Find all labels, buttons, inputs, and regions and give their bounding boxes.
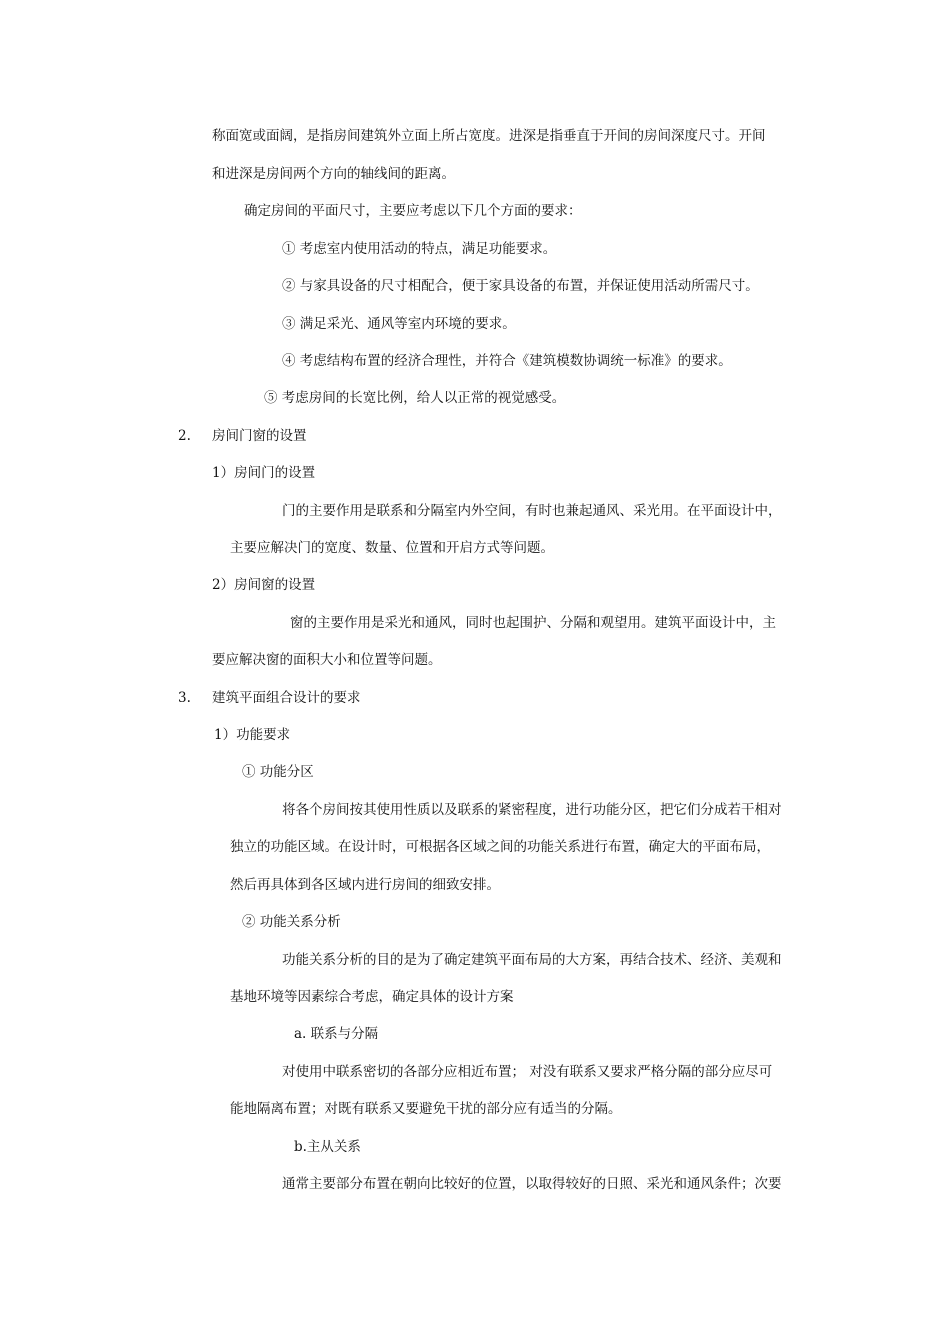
list-item: a. 联系与分隔 xyxy=(294,1026,379,1042)
list-item: ⑤ 考虑房间的长宽比例，给人以正常的视觉感受。 xyxy=(264,390,566,406)
paragraph-line: 称面宽或面阔，是指房间建筑外立面上所占宽度。进深是指垂直于开间的房间深度尺寸。开间 xyxy=(212,128,766,144)
subsection-heading: 2）房间窗的设置 xyxy=(212,577,316,593)
list-item: ② 与家具设备的尺寸相配合，便于家具设备的布置，并保证使用活动所需尺寸。 xyxy=(282,278,759,294)
paragraph-line: 能地隔离布置；对既有联系又要避免干扰的部分应有适当的分隔。 xyxy=(230,1101,622,1117)
section-title: 建筑平面组合设计的要求 xyxy=(212,690,361,706)
paragraph-line: 将各个房间按其使用性质以及联系的紧密程度，进行功能分区，把它们分成若干相对 xyxy=(282,802,782,818)
list-item: ③ 满足采光、通风等室内环境的要求。 xyxy=(282,316,516,332)
list-item: ① 考虑室内使用活动的特点，满足功能要求。 xyxy=(282,241,557,257)
paragraph-line: 对使用中联系密切的各部分应相近布置； 对没有联系又要求严格分隔的部分应尽可 xyxy=(282,1064,773,1080)
list-item: b.主从关系 xyxy=(294,1139,361,1155)
section-number: 2. xyxy=(178,428,191,444)
paragraph-line: 通常主要部分布置在朝向比较好的位置，以取得较好的日照、采光和通风条件；次要 xyxy=(282,1176,782,1192)
paragraph-line: 功能关系分析的目的是为了确定建筑平面布局的大方案，再结合技术、经济、美观和 xyxy=(282,952,782,968)
list-item: ④ 考虑结构布置的经济合理性，并符合《建筑模数协调统一标准》的要求。 xyxy=(282,353,732,369)
paragraph-line: 确定房间的平面尺寸，主要应考虑以下几个方面的要求： xyxy=(244,203,582,219)
section-title: 房间门窗的设置 xyxy=(212,428,307,444)
paragraph-line: 独立的功能区域。在设计时，可根据各区域之间的功能关系进行布置，确定大的平面布局， xyxy=(230,839,770,855)
paragraph-line: 和进深是房间两个方向的轴线间的距离。 xyxy=(212,166,455,182)
list-item: ① 功能分区 xyxy=(242,764,314,780)
subsection-heading: 1）房间门的设置 xyxy=(212,465,316,481)
paragraph-line: 门的主要作用是联系和分隔室内外空间，有时也兼起通风、采光用。在平面设计中， xyxy=(282,503,782,519)
section-number: 3. xyxy=(178,690,191,706)
subsection-heading: 1）功能要求 xyxy=(214,727,291,743)
list-item: ② 功能关系分析 xyxy=(242,914,341,930)
paragraph-line: 窗的主要作用是采光和通风，同时也起围护、分隔和观望用。建筑平面设计中，主 xyxy=(290,615,776,631)
paragraph-line: 要应解决窗的面积大小和位置等问题。 xyxy=(212,652,442,668)
paragraph-line: 基地环境等因素综合考虑，确定具体的设计方案 xyxy=(230,989,514,1005)
section-heading xyxy=(178,688,361,708)
paragraph-line: 然后再具体到各区域内进行房间的细致安排。 xyxy=(230,877,500,893)
paragraph-line: 主要应解决门的宽度、数量、位置和开启方式等问题。 xyxy=(230,540,554,556)
section-heading xyxy=(178,426,307,446)
